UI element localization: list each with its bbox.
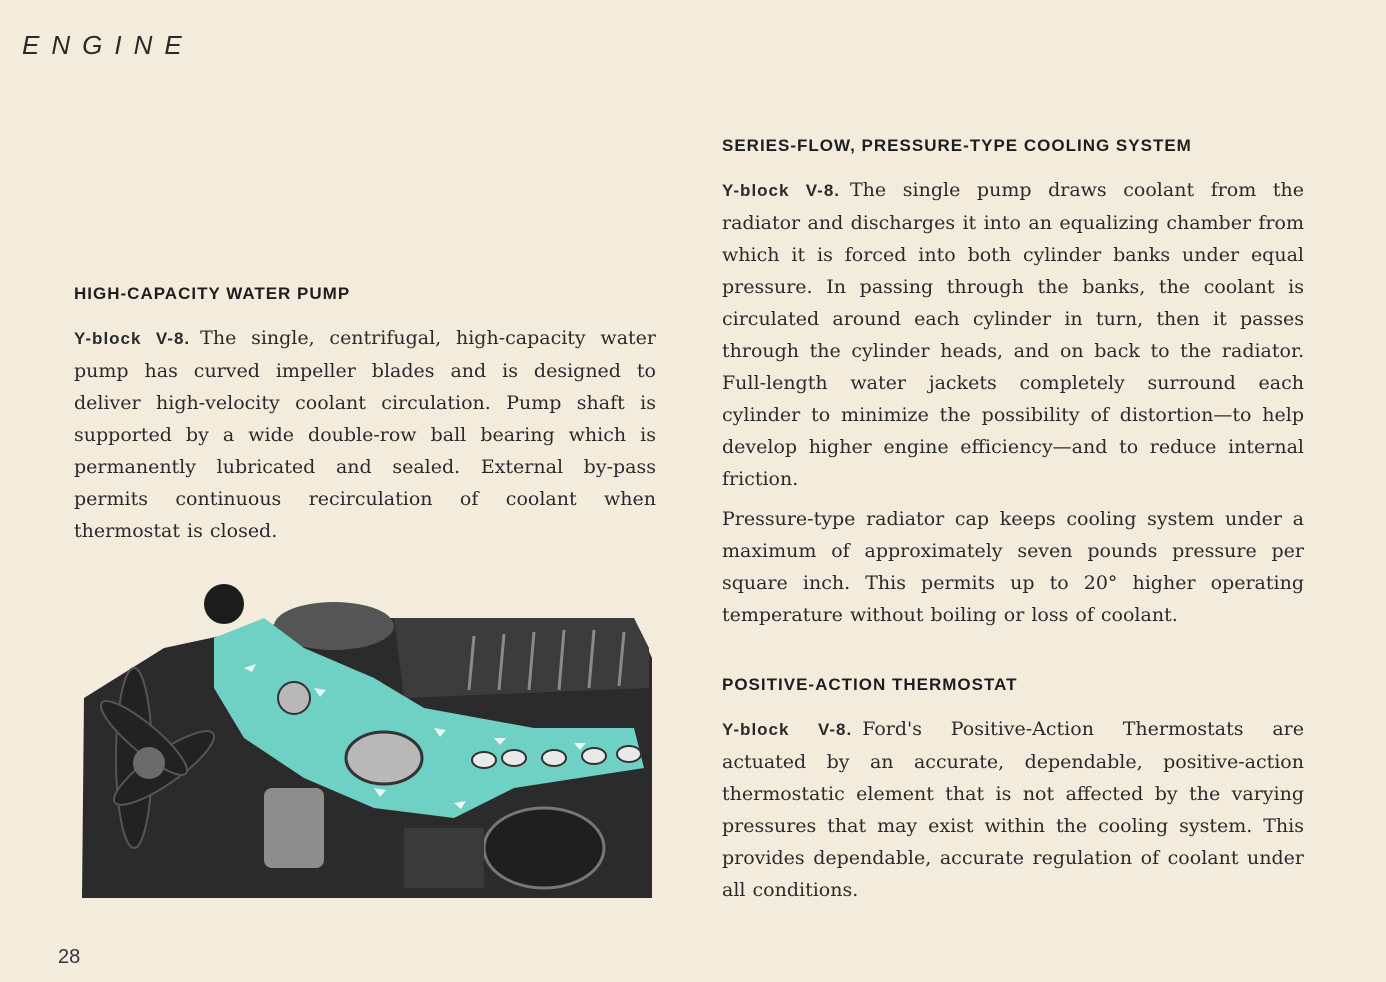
water-pump-body: The single, centrifugal, high-capacity water pump has curved impeller blades and is designed to deliver high-velocity coolant circulation. Pump shaft is supported by a wide double-row ball bearing which is permanently lubricated and sealed. External by-pass permits continuous recirculation of coolant when thermostat is closed. <box>74 327 656 542</box>
cooling-system-heading: SERIES-FLOW, PRESSURE-TYPE COOLING SYSTEM <box>722 136 1192 155</box>
page-number: 28 <box>58 946 81 968</box>
water-pump-lead: Y-block V-8. <box>74 329 191 348</box>
thermostat-body: Ford's Positive-Action Thermostats are actuated by an accurate, dependable, positive-action thermostatic element that is not affected by the varying pressures that may exist within the cooling system. This provides dependable, accurate regulation of coolant under all conditions. <box>722 718 1304 901</box>
thermostat-lead: Y-block V-8. <box>722 720 853 739</box>
engine-cutaway-illustration <box>74 578 658 908</box>
right-column <box>722 136 1304 906</box>
thermostat-paragraph <box>722 713 1304 906</box>
water-pump-section <box>74 284 656 547</box>
cooling-system-paragraph-1 <box>722 174 1304 495</box>
water-pump-heading: HIGH-CAPACITY WATER PUMP <box>74 284 351 303</box>
water-pump-paragraph <box>74 322 656 547</box>
cooling-system-body-1: The single pump draws coolant from the radiator and discharges it into an equalizing chamber from which it is forced into both cylinder banks under equal pressure. In passing through the banks, the coolant is circulated around each cylinder in turn, then it passes through the cylinder heads, and on back to the radiator. Full-length water jackets completely surround each cylinder to minimize the possibility of distortion—to help develop higher engine efficiency—and to reduce internal friction. <box>722 179 1304 490</box>
section-label: ENGINE <box>22 30 194 60</box>
engine-cutaway-svg <box>74 578 658 908</box>
cooling-system-lead: Y-block V-8. <box>722 181 840 200</box>
thermostat-heading: POSITIVE-ACTION THERMOSTAT <box>722 675 1018 694</box>
cooling-system-paragraph-2: Pressure-type radiator cap keeps cooling system under a maximum of approximately seven pounds pressure per square inch. This permits up to 20° higher operating temperature without boiling or loss of coolant. <box>722 508 1304 626</box>
